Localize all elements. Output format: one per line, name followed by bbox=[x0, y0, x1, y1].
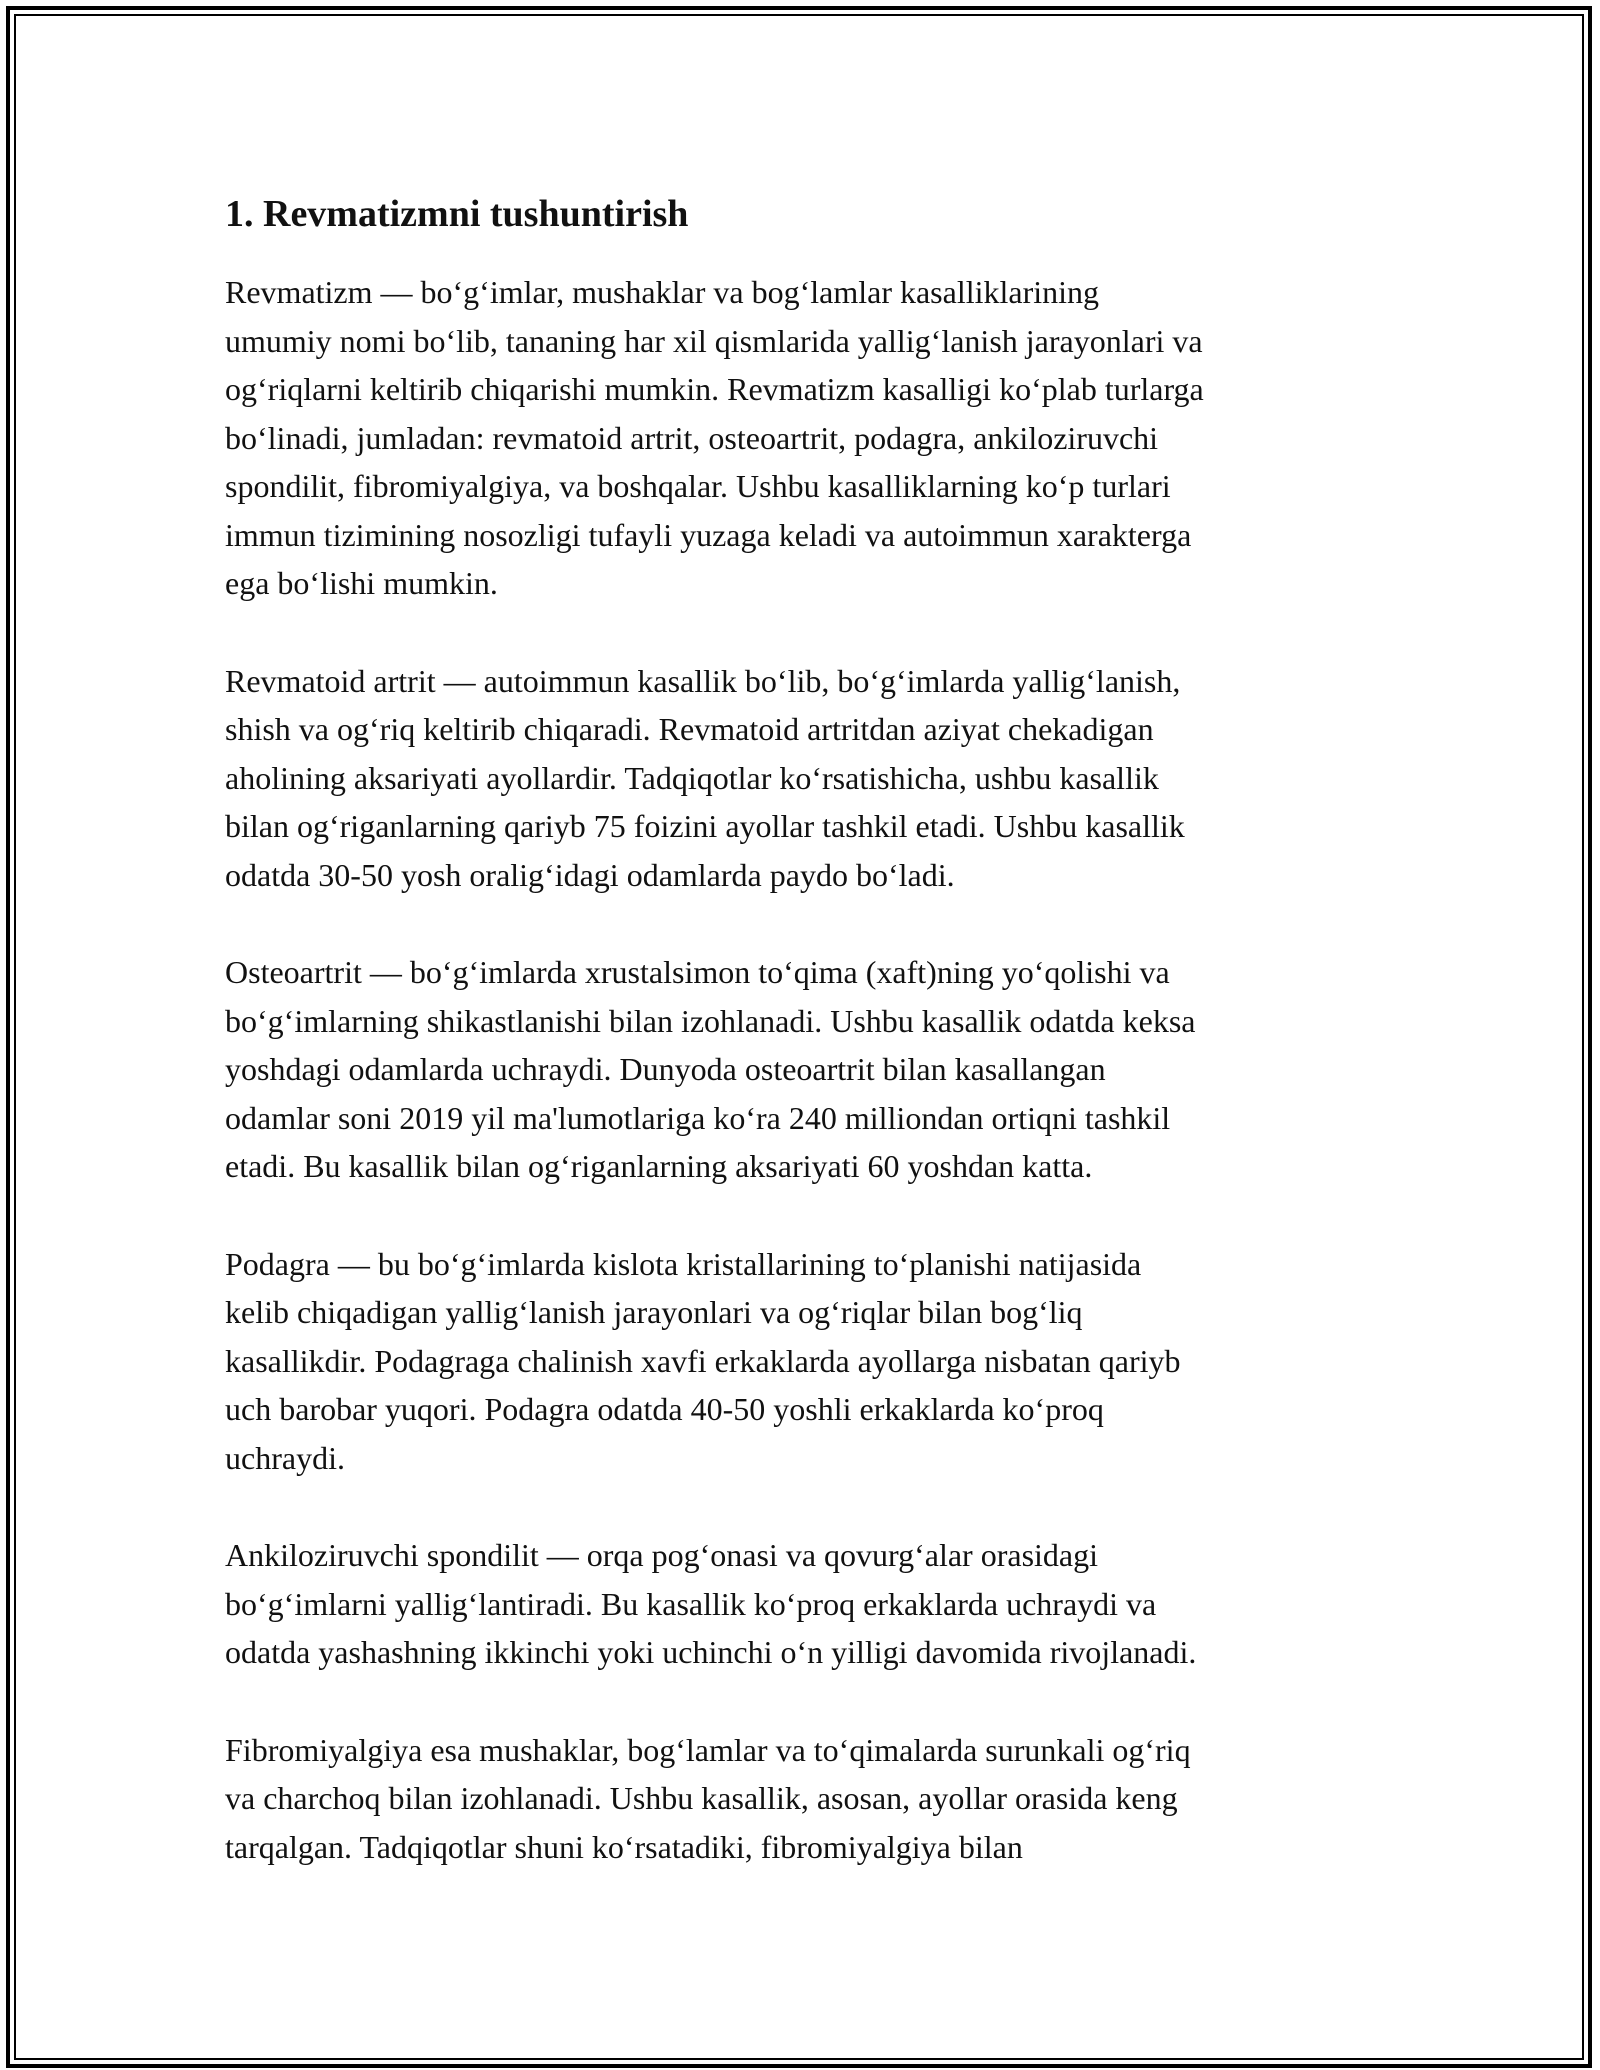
paragraph-revmatoid-artrit bbox=[225, 657, 1375, 900]
text-line: kasallikdir. Podagraga chalinish xavfi erkaklarda ayollarga nisbatan qariyb bbox=[225, 1342, 1181, 1379]
paragraph-osteoartrit bbox=[225, 948, 1375, 1191]
text-line: Revmatizm — bo‘g‘imlar, mushaklar va bog‘lamlar kasalliklarining bbox=[225, 274, 1100, 310]
text-line: bo‘linadi, jumladan: revmatoid artrit, osteoartrit, podagra, ankiloziruvchi bbox=[225, 419, 1159, 456]
text-line: odatda yashashning ikkinchi yoki uchinchi o‘n yilligi davomida rivojlanadi. bbox=[225, 1634, 1197, 1670]
text-line: etadi. Bu kasallik bilan og‘riganlarning aksariyati 60 yoshdan katta. bbox=[225, 1148, 1093, 1184]
paragraph-fibromiyalgiya bbox=[225, 1726, 1375, 1872]
text-line: spondilit, fibromiyalgiya, va boshqalar. Ushbu kasalliklarning ko‘p turlari bbox=[225, 468, 1171, 504]
paragraph-podagra bbox=[225, 1240, 1375, 1483]
text-line: shish va og‘riq keltirib chiqaradi. Revmatoid artritdan aziyat chekadigan bbox=[225, 711, 1154, 747]
text-line: kelib chiqadigan yallig‘lanish jarayonlari va og‘riqlar bilan bog‘liq bbox=[225, 1294, 1083, 1330]
text-line: uchraydi. bbox=[225, 1439, 345, 1476]
text-line: odamlar soni 2019 yil ma'lumotlariga ko‘ra 240 milliondan ortiqni tashkil bbox=[225, 1099, 1171, 1136]
text-line: Revmatoid artrit — autoimmun kasallik bo‘lib, bo‘g‘imlarda yallig‘lanish, bbox=[225, 662, 1181, 699]
text-line: odatda 30-50 yosh oralig‘idagi odamlarda paydo bo‘ladi. bbox=[225, 856, 955, 893]
text-line: Fibromiyalgiya esa mushaklar, bog‘lamlar va to‘qimalarda surunkali og‘riq bbox=[225, 1731, 1191, 1768]
text-line: Podagra — bu bo‘g‘imlarda kislota kristallarining to‘planishi natijasida bbox=[225, 1245, 1142, 1282]
text-line: yoshdagi odamlarda uchraydi. Dunyoda osteoartrit bilan kasallangan bbox=[225, 1051, 1106, 1087]
text-line: bo‘g‘imlarni yallig‘lantiradi. Bu kasallik ko‘proq erkaklarda uchraydi va bbox=[225, 1585, 1157, 1622]
text-line: og‘riqlarni keltirib chiqarishi mumkin. Revmatizm kasalligi ko‘plab turlarga bbox=[225, 371, 1204, 407]
section-heading: 1. Revmatizmni tushuntirish bbox=[225, 193, 689, 235]
paragraph-ankiloziruvchi-spondilit bbox=[225, 1531, 1375, 1677]
text-line: umumiy nomi bo‘lib, tananing har xil qismlarida yallig‘lanish jarayonlari va bbox=[225, 322, 1203, 359]
text-line: Osteoartrit — bo‘g‘imlarda xrustalsimon to‘qima (xaft)ning yo‘qolishi va bbox=[225, 954, 1170, 990]
text-line: bo‘g‘imlarning shikastlanishi bilan izohlanadi. Ushbu kasallik odatda keksa bbox=[225, 1002, 1196, 1039]
text-line: tarqalgan. Tadqiqotlar shuni ko‘rsatadiki, fibromiyalgiya bilan bbox=[225, 1828, 1023, 1865]
text-line: bilan og‘riganlarning qariyb 75 foizini ayollar tashkil etadi. Ushbu kasallik bbox=[225, 808, 1185, 844]
text-line: va charchoq bilan izohlanadi. Ushbu kasallik, asosan, ayollar orasida keng bbox=[225, 1780, 1178, 1816]
text-line: aholining aksariyati ayollardir. Tadqiqotlar ko‘rsatishicha, ushbu kasallik bbox=[225, 759, 1159, 796]
text-line: ega bo‘lishi mumkin. bbox=[225, 565, 498, 601]
text-line: Ankiloziruvchi spondilit — orqa pog‘onasi va qovurg‘alar orasidagi bbox=[225, 1537, 1098, 1573]
text-line: immun tizimining nosozligi tufayli yuzaga keladi va autoimmun xarakterga bbox=[225, 516, 1192, 553]
text-line: uch barobar yuqori. Podagra odatda 40-50 yoshli erkaklarda ko‘proq bbox=[225, 1391, 1104, 1427]
document-body bbox=[225, 188, 1375, 1920]
paragraph-revmatizm bbox=[225, 268, 1375, 608]
